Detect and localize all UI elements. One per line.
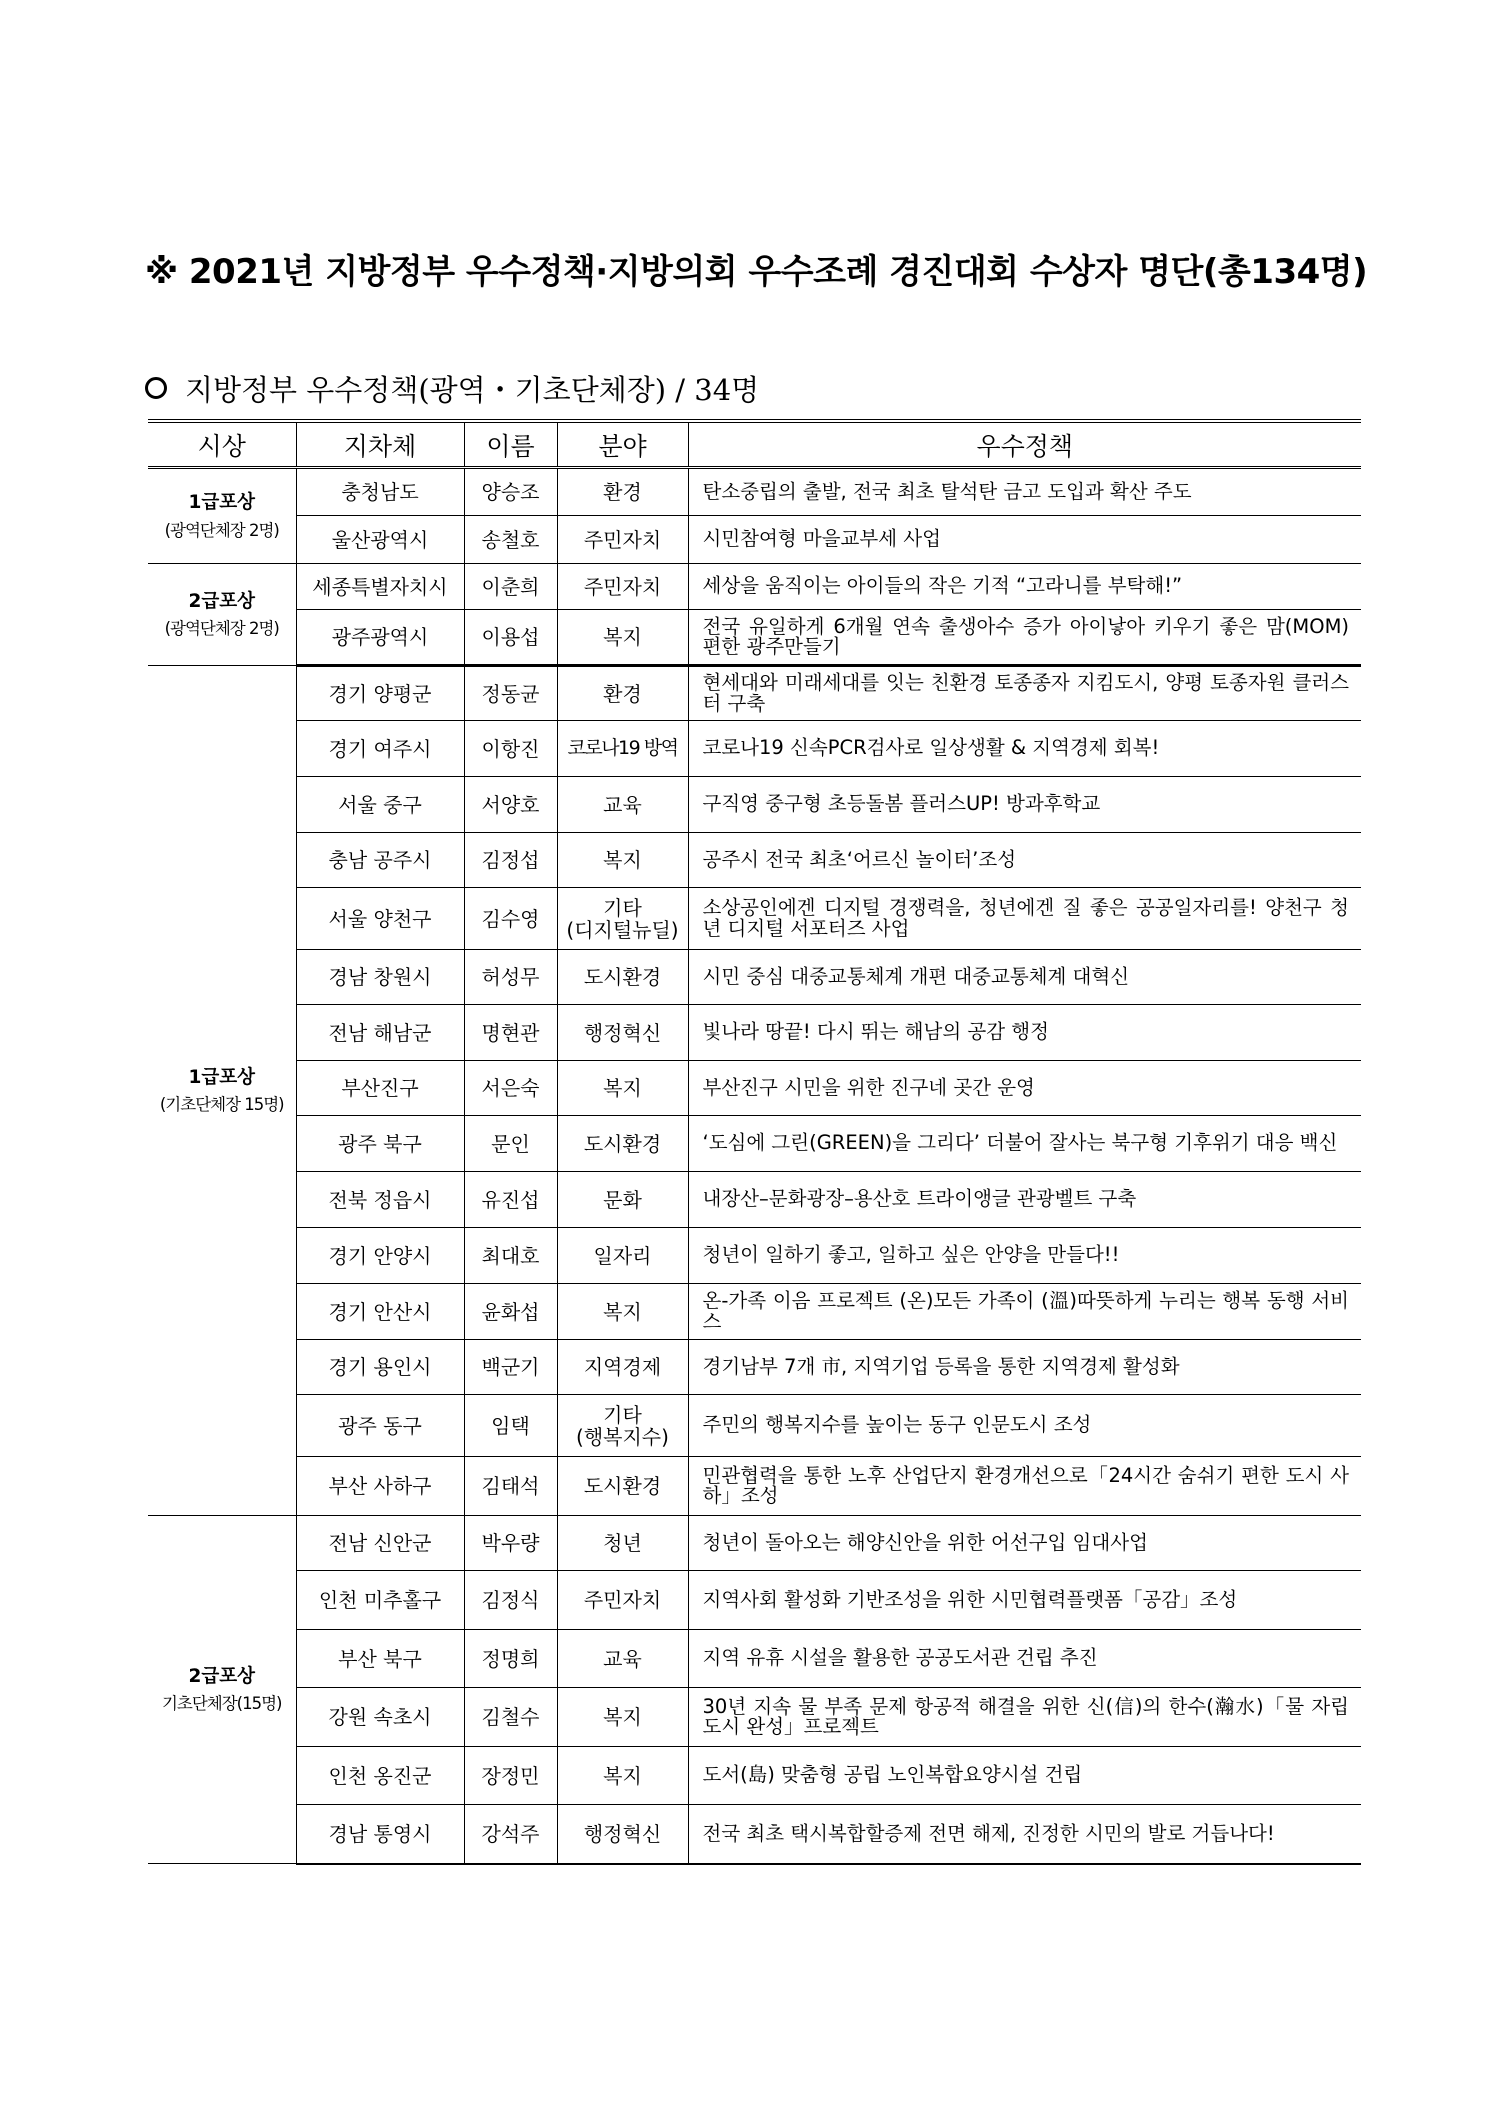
municipality-cell: 서울 중구 [296,777,464,833]
policy-cell: 내장산–문화광장–용산호 트라이앵글 관광벨트 구축 [688,1172,1361,1228]
policy-cell: 도서(島) 맞춤형 공립 노인복합요양시설 건립 [688,1747,1361,1805]
municipality-cell: 충남 공주시 [296,833,464,888]
header-name: 이름 [464,421,557,468]
field-cell: 복지 [557,1688,688,1747]
table-row [148,1395,1361,1457]
table-row [148,1457,1361,1516]
municipality-cell: 인천 미추홀구 [296,1571,464,1630]
municipality-cell: 강원 속초시 [296,1688,464,1747]
policy-cell: 전국 유일하게 6개월 연속 출생아수 증가 아이낳아 키우기 좋은 맘(MOM) 편한 광주만들기 [688,610,1361,666]
municipality-cell: 경남 통영시 [296,1805,464,1864]
name-cell: 이춘희 [464,564,557,610]
field-cell [557,1395,688,1457]
policy-cell: 부산진구 시민을 위한 진구네 곳간 운영 [688,1061,1361,1116]
name-cell: 정동균 [464,666,557,721]
policy-cell: 지역 유휴 시설을 활용한 공공도서관 건립 추진 [688,1630,1361,1688]
award-winners-table [148,419,1361,1865]
table-row [148,1747,1361,1805]
table-row [148,1340,1361,1395]
table-row [148,516,1361,564]
award-group-sub: (기초단체장 15명) [159,1095,284,1115]
policy-cell: 지역사회 활성화 기반조성을 위한 시민협력플랫폼「공감」조성 [688,1571,1361,1630]
table-row [148,1116,1361,1172]
field-cell: 문화 [557,1172,688,1228]
field-cell: 도시환경 [557,950,688,1005]
municipality-cell: 광주 북구 [296,1116,464,1172]
table-row [148,468,1361,516]
header-award: 시상 [148,421,296,468]
policy-cell: 코로나19 신속PCR검사로 일상생활 & 지역경제 회복! [688,721,1361,777]
policy-cell: 구직영 중구형 초등돌봄 플러스UP! 방과후학교 [688,777,1361,833]
municipality-cell: 충청남도 [296,468,464,516]
policy-cell: 민관협력을 통한 노후 산업단지 환경개선으로「24시간 숨쉬기 편한 도시 사하」조성 [688,1457,1361,1516]
policy-cell: 경기남부 7개 市, 지역기업 등록을 통한 지역경제 활성화 [688,1340,1361,1395]
policy-cell: 온-가족 이음 프로젝트 (온)모든 가족이 (溫)따뜻하게 누리는 행복 동행 서비스 [688,1284,1361,1340]
field-cell: 복지 [557,610,688,666]
policy-cell: 30년 지속 물 부족 문제 항공적 해결을 위한 신(信)의 한수(瀚水)「물 자립도시 완성」프로젝트 [688,1688,1361,1747]
field-cell: 주민자치 [557,1571,688,1630]
municipality-cell: 부산 사하구 [296,1457,464,1516]
name-cell: 최대호 [464,1228,557,1284]
municipality-cell: 경기 용인시 [296,1340,464,1395]
table-row [148,1630,1361,1688]
award-group-label: 1급포상 [188,1066,255,1088]
policy-cell: 시민참여형 마을교부세 사업 [688,516,1361,564]
municipality-cell: 경기 안산시 [296,1284,464,1340]
award-group-label: 1급포상 [188,492,255,513]
name-cell: 서은숙 [464,1061,557,1116]
table-row [148,950,1361,1005]
table-row [148,1005,1361,1061]
name-cell: 송철호 [464,516,557,564]
municipality-cell: 광주 동구 [296,1395,464,1457]
policy-cell: ‘도심에 그린(GREEN)을 그리다’ 더불어 잘사는 북구형 기후위기 대응 백신 [688,1116,1361,1172]
header-field: 분야 [557,421,688,468]
municipality-cell: 인천 옹진군 [296,1747,464,1805]
municipality-cell: 울산광역시 [296,516,464,564]
table-row [148,1172,1361,1228]
header-policy: 우수정책 [688,421,1361,468]
name-cell: 허성무 [464,950,557,1005]
policy-cell: 주민의 행복지수를 높이는 동구 인문도시 조성 [688,1395,1361,1457]
award-group-sub: (광역단체장 2명) [164,619,279,639]
name-cell: 김정식 [464,1571,557,1630]
name-cell: 김수영 [464,888,557,950]
name-cell: 김철수 [464,1688,557,1747]
table-row [148,1688,1361,1747]
policy-cell: 전국 최초 택시복합할증제 전면 해제, 진정한 시민의 발로 거듭나다! [688,1805,1361,1864]
municipality-cell: 경기 양평군 [296,666,464,721]
award-group-sub: 기초단체장(15명) [161,1694,282,1714]
policy-cell: 세상을 움직이는 아이들의 작은 기적 “고라니를 부탁해!” [688,564,1361,610]
field-cell: 환경 [557,666,688,721]
table-row [148,1805,1361,1864]
name-cell: 박우량 [464,1516,557,1571]
field-cell: 주민자치 [557,564,688,610]
section-title-text: 지방정부 우수정책(광역・기초단체장) / 34명 [185,373,760,407]
header-municipality: 지차체 [296,421,464,468]
table-row [148,610,1361,666]
name-cell: 장정민 [464,1747,557,1805]
policy-cell: 공주시 전국 최초‘어르신 놀이터’조성 [688,833,1361,888]
name-cell: 이용섭 [464,610,557,666]
municipality-cell: 서울 양천구 [296,888,464,950]
policy-cell: 현세대와 미래세대를 잇는 친환경 토종종자 지킴도시, 양평 토종자원 클러스터 구축 [688,666,1361,721]
municipality-cell: 전북 정읍시 [296,1172,464,1228]
field-line-2: (디지털뉴딜) [566,917,679,942]
table-row [148,1571,1361,1630]
table-row [148,833,1361,888]
name-cell: 유진섭 [464,1172,557,1228]
municipality-cell: 전남 해남군 [296,1005,464,1061]
field-line-2: (행복지수) [576,1424,669,1449]
municipality-cell: 경기 안양시 [296,1228,464,1284]
name-cell: 임택 [464,1395,557,1457]
municipality-cell: 세종특별자치시 [296,564,464,610]
table-row [148,1061,1361,1116]
award-group-cell [148,564,296,666]
award-group-label: 2급포상 [188,590,255,612]
name-cell: 김태석 [464,1457,557,1516]
field-cell: 환경 [557,468,688,516]
name-cell: 이항진 [464,721,557,777]
municipality-cell: 광주광역시 [296,610,464,666]
field-cell: 도시환경 [557,1116,688,1172]
name-cell: 백군기 [464,1340,557,1395]
name-cell: 명현관 [464,1005,557,1061]
table-header-row [148,421,1361,468]
name-cell: 서양호 [464,777,557,833]
name-cell: 양승조 [464,468,557,516]
table-row [148,888,1361,950]
field-cell: 복지 [557,1284,688,1340]
name-cell: 김정섭 [464,833,557,888]
award-group-cell [148,666,296,1516]
field-cell: 코로나19 방역 [557,721,688,777]
table-row [148,721,1361,777]
policy-cell: 소상공인에겐 디지털 경쟁력을, 청년에겐 질 좋은 공공일자리를! 양천구 청년 디지털 서포터즈 사업 [688,888,1361,950]
table-row [148,666,1361,721]
field-line: 기타 [603,895,642,920]
name-cell: 강석주 [464,1805,557,1864]
section-title [145,368,759,409]
page-title: ※ 2021년 지방정부 우수정책·지방의회 우수조례 경진대회 수상자 명단(총134명) [145,252,1368,292]
award-group-cell [148,1516,296,1864]
field-cell [557,888,688,950]
table-row [148,1516,1361,1571]
award-group-cell [148,468,296,564]
field-cell: 행정혁신 [557,1805,688,1864]
award-group-sub: (광역단체장 2명) [164,520,279,540]
circle-bullet-icon [145,377,167,399]
table-row [148,777,1361,833]
policy-cell: 청년이 돌아오는 해양신안을 위한 어선구입 임대사업 [688,1516,1361,1571]
municipality-cell: 경기 여주시 [296,721,464,777]
field-cell: 청년 [557,1516,688,1571]
table-row [148,1228,1361,1284]
municipality-cell: 부산 북구 [296,1630,464,1688]
table-row [148,1284,1361,1340]
table-row [148,564,1361,610]
field-cell: 일자리 [557,1228,688,1284]
field-cell: 주민자치 [557,516,688,564]
municipality-cell: 경남 창원시 [296,950,464,1005]
field-cell: 교육 [557,777,688,833]
name-cell: 윤화섭 [464,1284,557,1340]
municipality-cell: 부산진구 [296,1061,464,1116]
field-cell: 도시환경 [557,1457,688,1516]
field-cell: 행정혁신 [557,1005,688,1061]
name-cell: 정명희 [464,1630,557,1688]
field-cell: 지역경제 [557,1340,688,1395]
field-cell: 교육 [557,1630,688,1688]
municipality-cell: 전남 신안군 [296,1516,464,1571]
name-cell: 문인 [464,1116,557,1172]
field-line: 기타 [603,1402,642,1427]
field-cell: 복지 [557,1061,688,1116]
field-cell: 복지 [557,833,688,888]
policy-cell: 빛나라 땅끝! 다시 뛰는 해남의 공감 행정 [688,1005,1361,1061]
policy-cell: 탄소중립의 출발, 전국 최초 탈석탄 금고 도입과 확산 주도 [688,468,1361,516]
field-cell: 복지 [557,1747,688,1805]
policy-cell: 청년이 일하기 좋고, 일하고 싶은 안양을 만들다!! [688,1228,1361,1284]
policy-cell: 시민 중심 대중교통체계 개편 대중교통체계 대혁신 [688,950,1361,1005]
award-group-label: 2급포상 [188,1665,255,1687]
